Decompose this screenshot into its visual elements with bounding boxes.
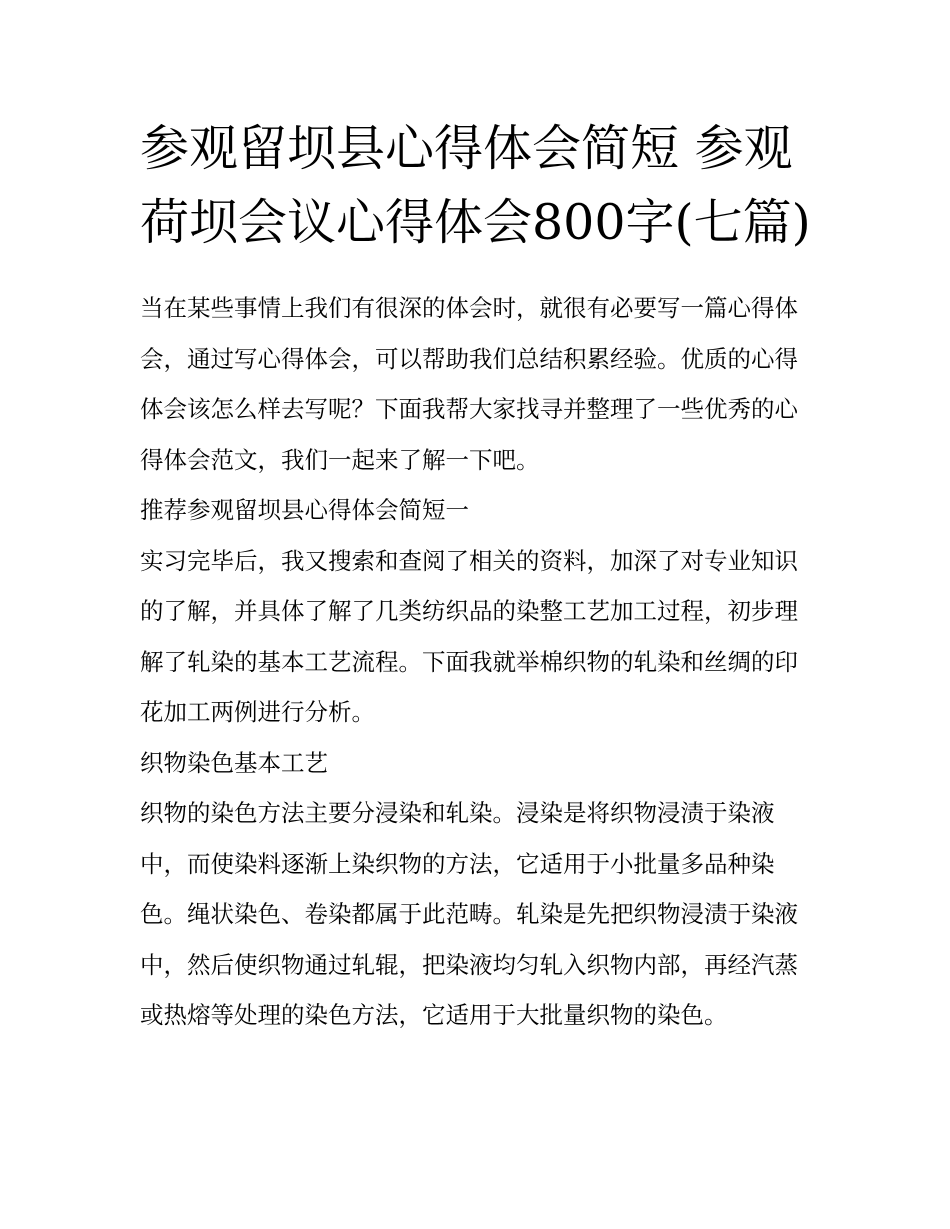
section2-paragraph: 织物的染色方法主要分浸染和轧染。浸染是将织物浸渍于染液中，而使染料逐渐上染织物的方法，它适用于小批量多品种染色。绳状染色、卷染都属于此范畴。轧染是先把织物浸渍于染液中，然后使织物通过轧辊，把染液均匀轧入织物内部，再经汽蒸或热熔等处理的染色方法，它适用于大批量织物的染色。 — [140, 799, 798, 1029]
section2-heading: 织物染色基本工艺 — [140, 748, 328, 777]
document-title: 参观留坝县心得体会简短 参观荷坝会议心得体会800字(七篇) — [140, 120, 811, 251]
intro-paragraph: 当在某些事情上我们有很深的体会时，就很有必要写一篇心得体会，通过写心得体会，可以帮助我们总结积累经验。优质的心得体会该怎么样去写呢？下面我帮大家找寻并整理了一些优秀的心得体会范文，我们一起来了解一下吧。 — [140, 294, 798, 474]
section1-paragraph: 实习完毕后，我又搜索和查阅了相关的资料，加深了对专业知识的了解，并具体了解了几类纺织品的染整工艺加工过程，初步理解了轧染的基本工艺流程。下面我就举棉织物的轧染和丝绸的印花加工两例进行分析。 — [140, 546, 798, 726]
section1-heading: 推荐参观留坝县心得体会简短一 — [140, 496, 469, 524]
document-content — [140, 112, 812, 1041]
